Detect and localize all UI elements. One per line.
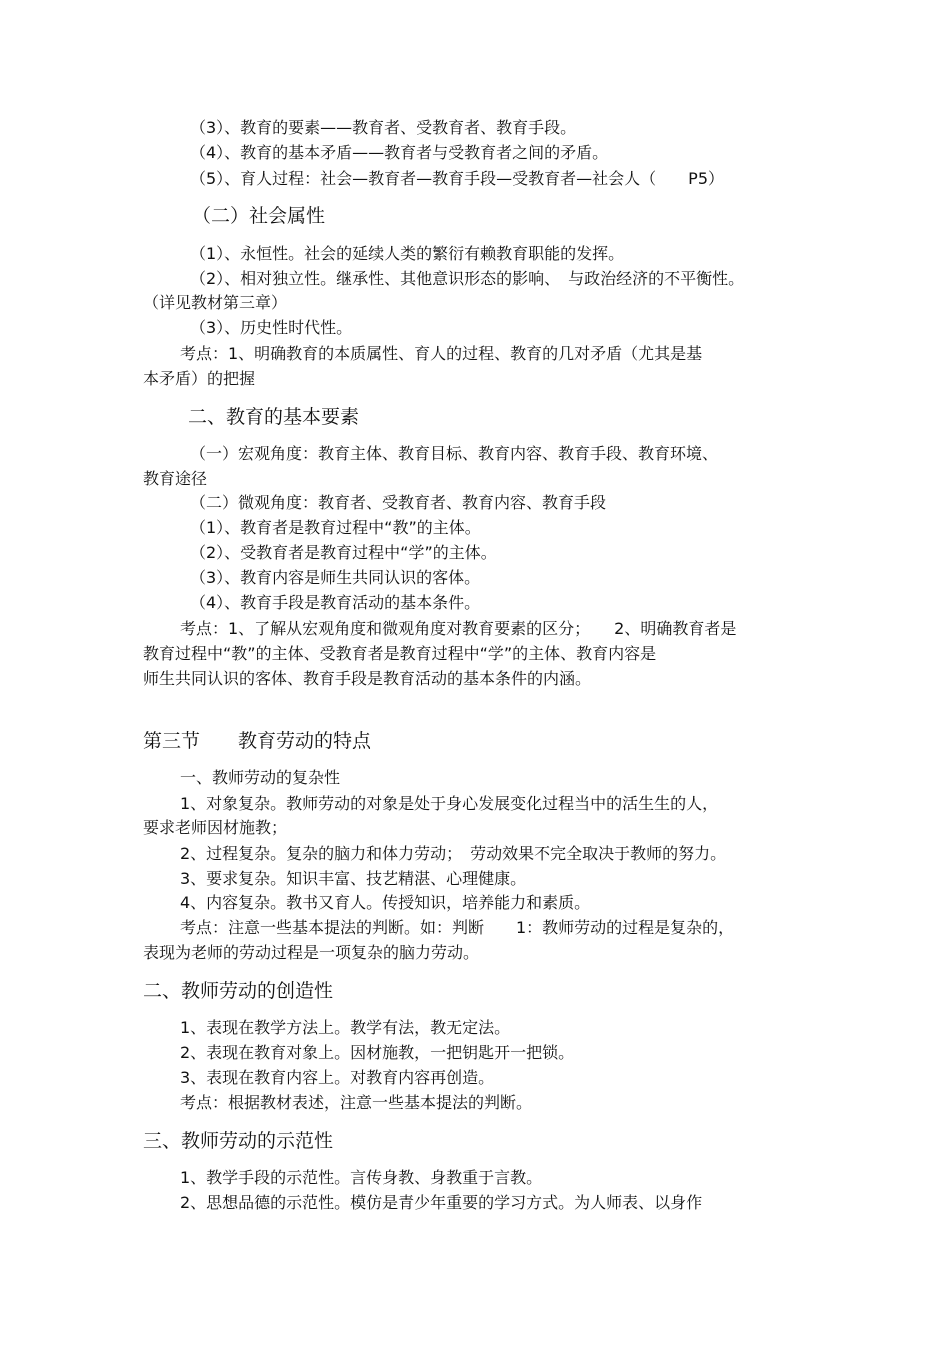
text-line: 教育途径 [143, 469, 208, 488]
text-line: 3、要求复杂。知识丰富、技艺精湛、心理健康。 [180, 869, 527, 888]
text-line: （详见教材第三章） [143, 293, 288, 312]
subsection-heading: 一、教师劳动的复杂性 [180, 768, 341, 787]
chapter-section-title: 第三节 教育劳动的特点 [143, 730, 372, 752]
text-line: 4、内容复杂。教书又育人。传授知识，培养能力和素质。 [180, 893, 591, 912]
text-line: （1）、永恒性。社会的延续人类的繁衍有赖教育职能的发挥。 [190, 244, 625, 263]
text-line: （2）、相对独立性。继承性、其他意识形态的影响、 与政治经济的不平衡性。 [190, 269, 745, 288]
section-heading: 二、教师劳动的创造性 [143, 980, 334, 1002]
exam-point: 考点：注意一些基本提法的判断。如：判断 1：教师劳动的过程是复杂的， [180, 918, 735, 937]
text-line: 2、表现在教育对象上。因材施教，一把钥匙开一把锁。 [180, 1043, 575, 1062]
text-line: 本矛盾）的把握 [143, 369, 256, 388]
text-line: （3）、教育的要素——教育者、受教育者、教育手段。 [190, 118, 577, 137]
text-line: （3）、教育内容是师生共同认识的客体。 [190, 568, 481, 587]
text-line: 1、教学手段的示范性。言传身教、身教重于言教。 [180, 1168, 543, 1187]
text-line: （4）、教育的基本矛盾——教育者与受教育者之间的矛盾。 [190, 143, 609, 162]
text-line: （2）、受教育者是教育过程中“学”的主体。 [190, 543, 497, 562]
text-line: 3、表现在教育内容上。对教育内容再创造。 [180, 1068, 495, 1087]
text-line: （5）、育人过程：社会—教育者—教育手段—受教育者—社会人（ P5） [190, 169, 725, 188]
text-line: 教育过程中“教”的主体、受教育者是教育过程中“学”的主体、教育内容是 [143, 644, 657, 663]
text-line: 表现为老师的劳动过程是一项复杂的脑力劳动。 [143, 943, 480, 962]
exam-point: 考点：1、了解从宏观角度和微观角度对教育要素的区分； 2、明确教育者是 [180, 619, 737, 638]
text-line: 1、表现在教学方法上。教学有法，教无定法。 [180, 1018, 511, 1037]
text-line: （1）、教育者是教育过程中“教”的主体。 [190, 518, 481, 537]
section-heading: 三、教师劳动的示范性 [143, 1130, 334, 1152]
text-line: （二）微观角度：教育者、受教育者、教育内容、教育手段 [190, 493, 607, 512]
text-line: （4）、教育手段是教育活动的基本条件。 [190, 593, 481, 612]
text-line: 要求老师因材施教； [143, 818, 288, 837]
exam-point: 考点：根据教材表述，注意一些基本提法的判断。 [180, 1093, 533, 1112]
text-line: 2、过程复杂。复杂的脑力和体力劳动； 劳动效果不完全取决于教师的努力。 [180, 844, 727, 863]
section-heading: （二）社会属性 [192, 205, 326, 227]
text-line: （3）、历史性时代性。 [190, 318, 353, 337]
exam-point: 考点：1、明确教育的本质属性、育人的过程、教育的几对矛盾（尤其是基 [180, 344, 703, 363]
text-line: 1、对象复杂。教师劳动的对象是处于身心发展变化过程当中的活生生的人， [180, 794, 719, 813]
section-heading: 二、教育的基本要素 [188, 406, 360, 428]
text-line: 师生共同认识的客体、教育手段是教育活动的基本条件的内涵。 [143, 669, 592, 688]
text-line: 2、思想品德的示范性。模仿是青少年重要的学习方式。为人师表、以身作 [180, 1193, 703, 1212]
text-line: （一）宏观角度：教育主体、教育目标、教育内容、教育手段、教育环境、 [190, 444, 719, 463]
